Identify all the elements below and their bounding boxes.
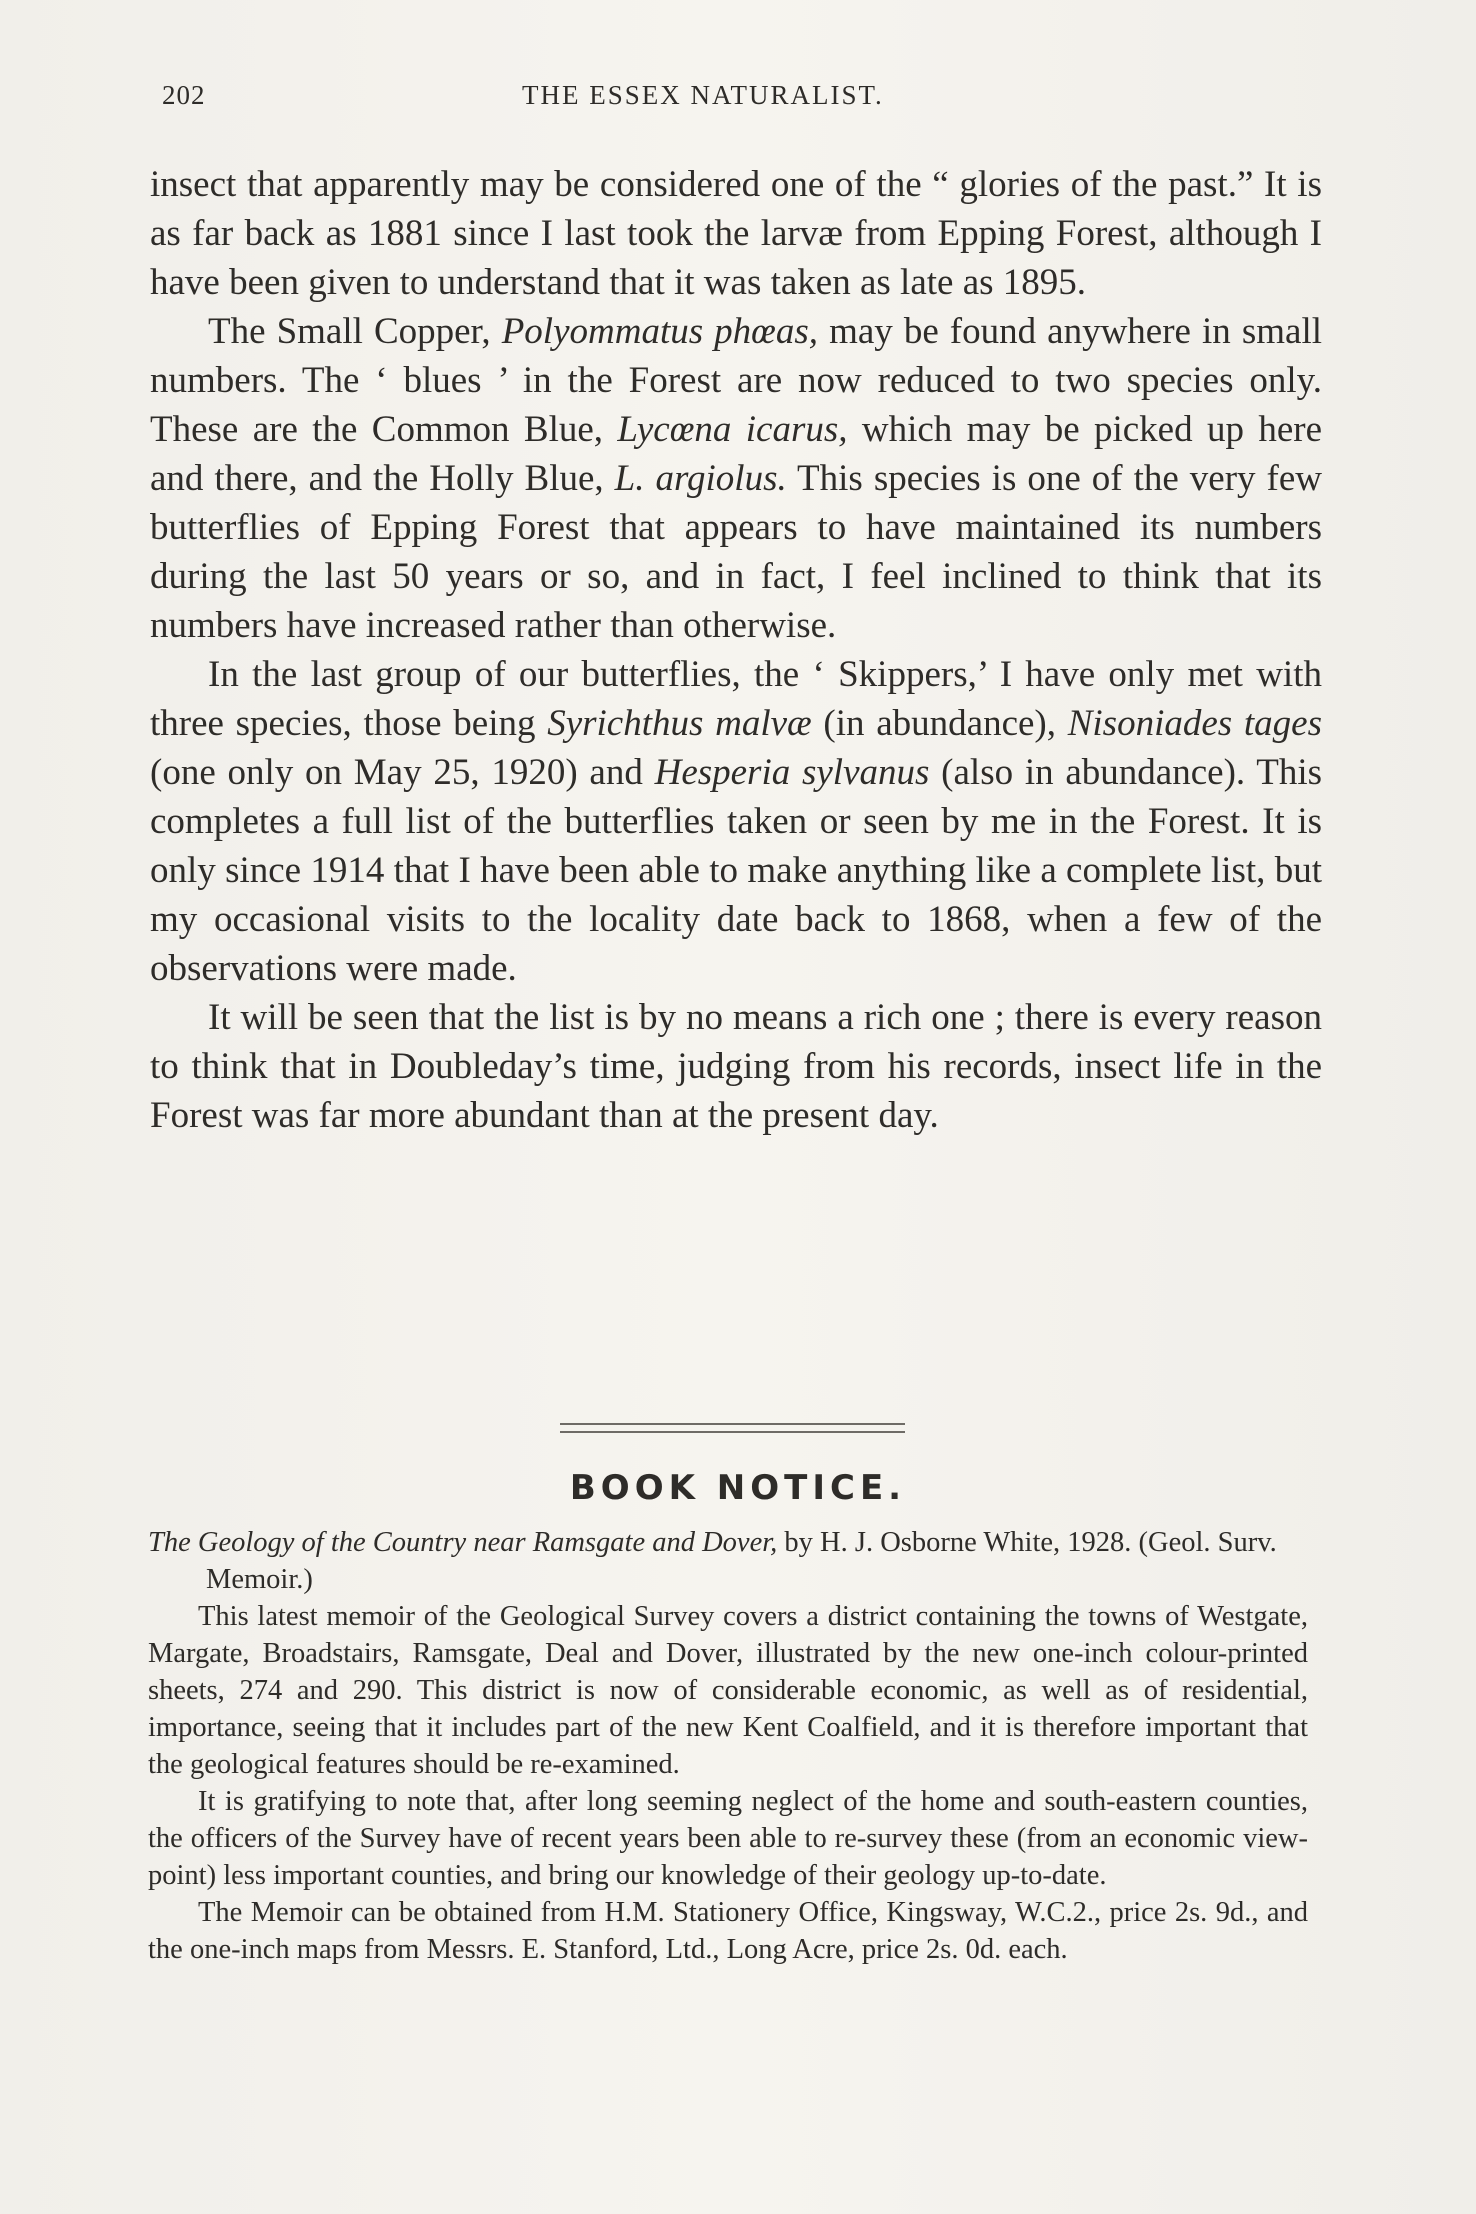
species-name: Polyommatus phœas,: [501, 311, 819, 352]
paragraph-text: may be found anywhere in small numbers. The ‘ blues ’ in the Forest are now reduced to two species only. These are the Common Blue,: [150, 311, 1323, 450]
paragraph-text: (also in abundance). This completes a full list of the butterflies taken or seen by me in the Forest. It is only since 1914 that I have been able to make anything like a complete list, but my occasional visits to the locality date back to 1868, when a few of the observations were made.: [150, 752, 1322, 989]
species-name: Nisoniades tages: [1067, 703, 1322, 744]
species-name: L. argiolus.: [614, 458, 787, 499]
section-divider-top: [560, 1423, 905, 1425]
section-divider-bottom: [560, 1431, 905, 1433]
species-name: Hesperia sylvanus: [654, 752, 930, 793]
paragraph-text: (one only on May 25, 1920) and: [150, 752, 655, 793]
book-notice-heading: BOOK NOTICE.: [569, 1468, 907, 1508]
article-body: [150, 160, 1322, 1140]
book-title: The Geology of the Country near Ramsgate and Dover,: [148, 1527, 778, 1558]
species-name: Lycœna icarus,: [617, 409, 848, 450]
species-name: Syrichthus malvæ: [547, 703, 812, 744]
paragraph-text: It will be seen that the list is by no means a rich one ; there is every reason to think that in Doubleday’s time, judging from his records, insect life in the Forest was far more abundant than at the present day.: [150, 997, 1322, 1136]
paragraph-text: (in abundance),: [811, 703, 1068, 744]
book-citation-details: by H. J. Osborne White, 1928. (Geol. Surv. Memoir.): [206, 1527, 1277, 1595]
page-header: [162, 80, 1322, 124]
paragraph-text: In the last group of our butterflies, the ‘ Skippers,’ I have only met with three species, those being: [150, 654, 1322, 744]
paragraph-text: This species is one of the very few butterflies of Epping Forest that appears to have maintained its numbers during the last 50 years or so, and in fact, I feel inclined to think that its numbers have increased rather than otherwise.: [150, 458, 1322, 646]
notice-paragraph: The Memoir can be obtained from H.M. Stationery Office, Kingsway, W.C.2., price 2s. 9d., and the one-inch maps from Messrs. E. Stanford, Ltd., Long Acre, price 2s. 0d. each.: [148, 1897, 1308, 1965]
book-notice-body: [148, 1524, 1308, 1968]
paragraph-text: which may be picked up here and there, and the Holly Blue,: [150, 409, 1322, 499]
paragraph-continued: [150, 160, 1322, 307]
notice-paragraph: This latest memoir of the Geological Survey covers a district containing the towns of Westgate, Margate, Broadstairs, Ramsgate, Deal and Dover, illustrated by the new one-inch colour-printed sheets, 274 and 290. This district is now of considerable economic, as well as of residential, importance, seeing that it includes part of the new Kent Coalfield, and it is therefore important that the geological features should be re-examined.: [148, 1601, 1308, 1780]
paragraph-skippers: [150, 650, 1322, 993]
running-title: THE ESSEX NATURALIST.: [522, 80, 884, 110]
paragraph-conclusion: [150, 993, 1322, 1140]
notice-paragraph: It is gratifying to note that, after long seeming neglect of the home and south-eastern counties, the officers of the Survey have of recent years been able to re-survey these (from an economic view-point) less important counties, and bring our knowledge of their geology up-to-date.: [148, 1786, 1308, 1891]
paragraph-text: insect that apparently may be considered one of the “ glories of the past.” It is as far back as 1881 since I last took the larvæ from Epping Forest, although I have been given to understand that it was taken as late as 1895.: [150, 164, 1322, 303]
paragraph-small-copper: [150, 307, 1322, 650]
paragraph-text: The Small Copper,: [208, 311, 502, 352]
page-number: 202: [162, 80, 206, 110]
book-citation: [148, 1524, 1308, 1598]
